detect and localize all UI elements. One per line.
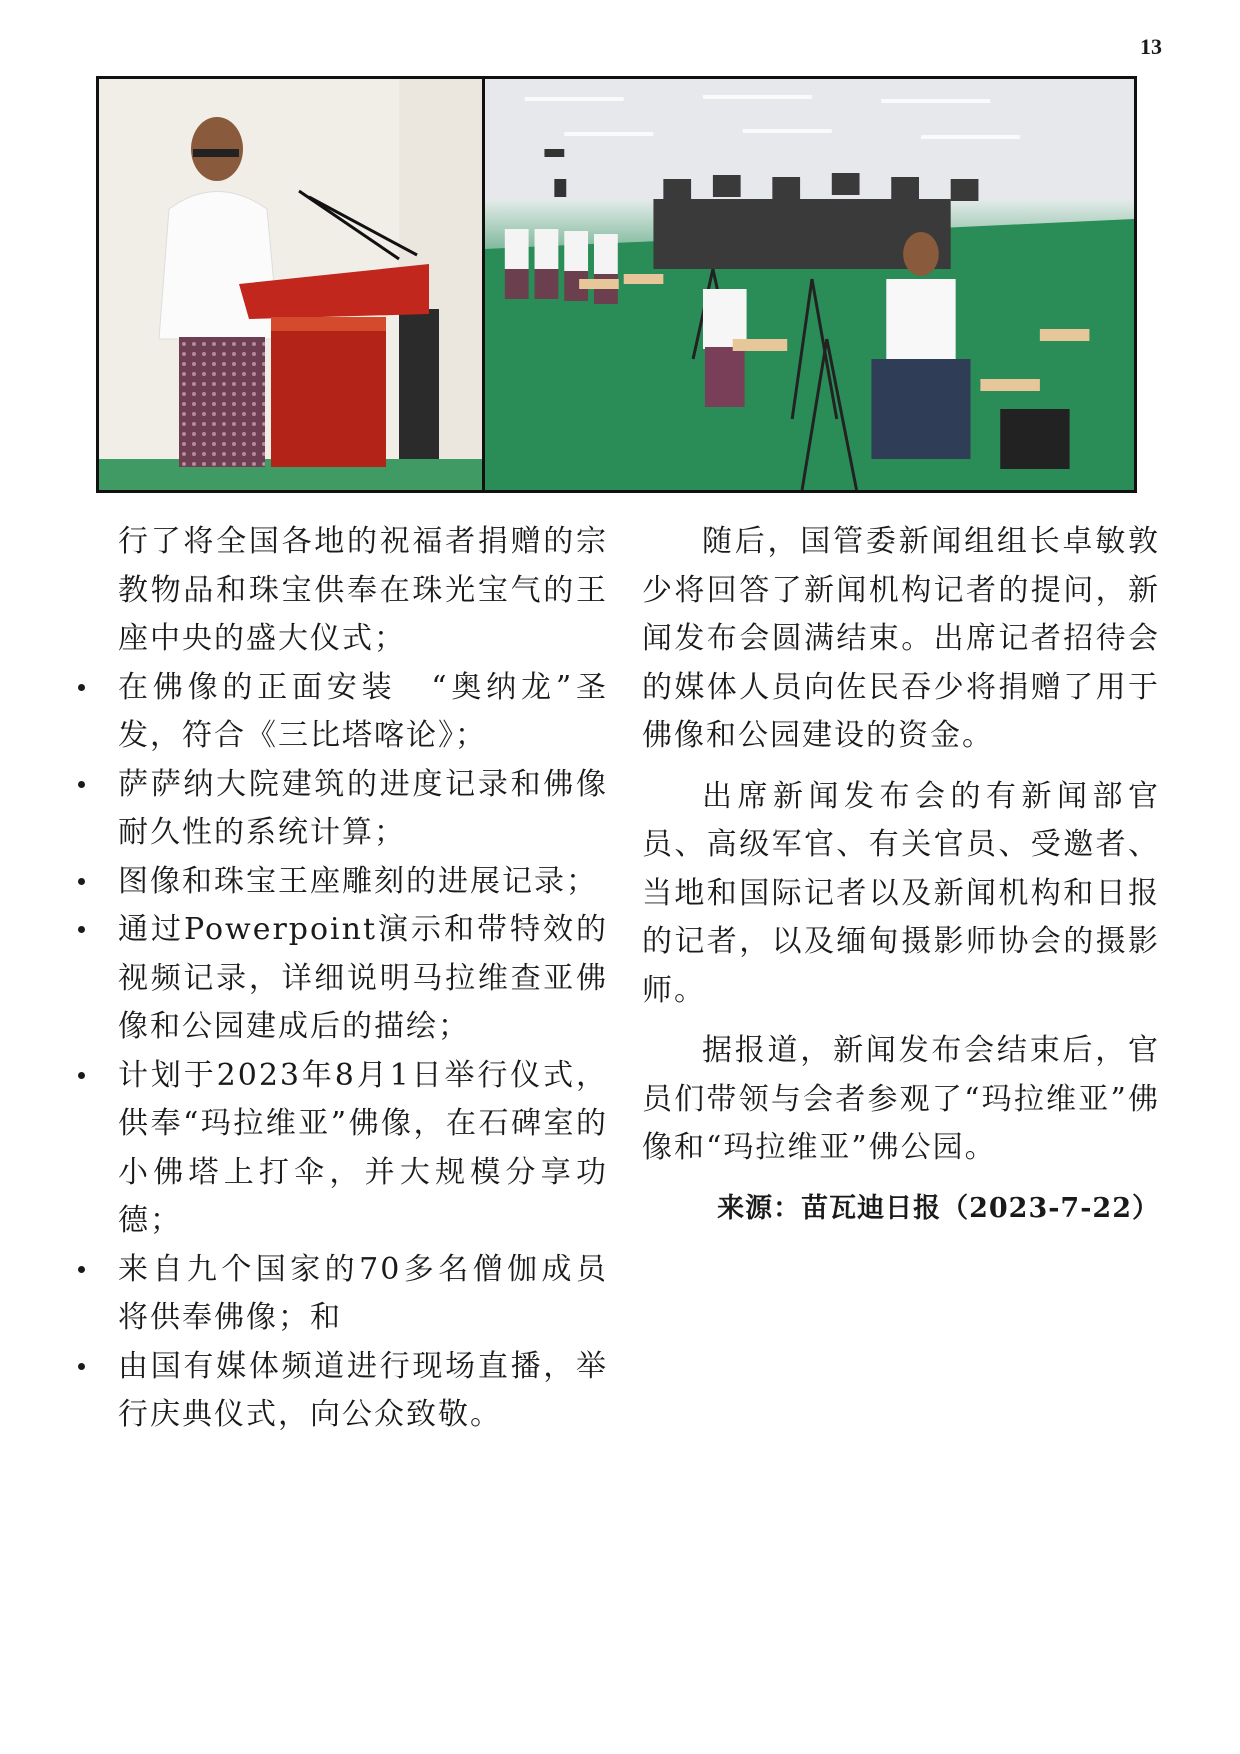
list-item: 来自九个国家的70多名僧伽成员将供奉佛像；和 (78, 1246, 608, 1343)
paragraph-press-conclusion: 随后，国管委新闻组组长卓敏敦少将回答了新闻机构记者的提问，新闻发布会圆满结束。出席记者招待会的媒体人员向佐民吞少将捐赠了用于佛像和公园建设的资金。 (642, 524, 1160, 753)
bullet-icon (78, 1072, 85, 1079)
bullet-icon (78, 878, 85, 885)
right-article-column (642, 518, 1160, 1233)
paragraph-site-visit: 据报道，新闻发布会结束后，官员们带领与会者参观了“玛拉维亚”佛像和“玛拉维亚”佛公园。 (642, 1033, 1160, 1165)
ceremony-items-list (78, 664, 608, 1440)
speaker-photo (99, 79, 482, 490)
bullet-icon (78, 1363, 85, 1370)
list-item: 计划于2023年8月1日举行仪式，供奉“玛拉维亚”佛像，在石碑室的小佛塔上打伞，并大规模分享功德； (78, 1052, 608, 1246)
continued-paragraph: 行了将全国各地的祝福者捐赠的宗教物品和珠宝供奉在珠光宝气的王座中央的盛大仪式； (118, 524, 608, 656)
list-item: 由国有媒体频道进行现场直播，举行庆典仪式，向公众致敬。 (78, 1343, 608, 1440)
bullet-icon (78, 926, 85, 933)
bullet-icon (78, 684, 85, 691)
source-credit: 来源：苗瓦迪日报（2023-7-22） (717, 1192, 1160, 1224)
left-article-column (78, 518, 608, 1440)
press-audience-photo (485, 79, 1134, 490)
bullet-icon (78, 1266, 85, 1273)
paragraph-attendees: 出席新闻发布会的有新闻部官员、高级军官、有关官员、受邀者、当地和国际记者以及新闻机构和日报的记者，以及缅甸摄影师协会的摄影师。 (642, 778, 1160, 1008)
audience-illustration (485, 79, 1134, 490)
list-item: 通过Powerpoint演示和带特效的视频记录，详细说明马拉维查亚佛像和公园建成后的描绘； (78, 906, 608, 1052)
bullet-icon (78, 781, 85, 788)
news-photo-frame (96, 76, 1137, 493)
list-item: 图像和珠宝王座雕刻的进展记录； (78, 858, 608, 907)
speaker-illustration (99, 79, 482, 490)
list-item: 萨萨纳大院建筑的进度记录和佛像耐久性的系统计算； (78, 761, 608, 858)
page-number: 13 (1140, 34, 1162, 59)
list-item: 在佛像的正面安装 “奥纳龙”圣发，符合《三比塔喀论》； (78, 664, 608, 761)
